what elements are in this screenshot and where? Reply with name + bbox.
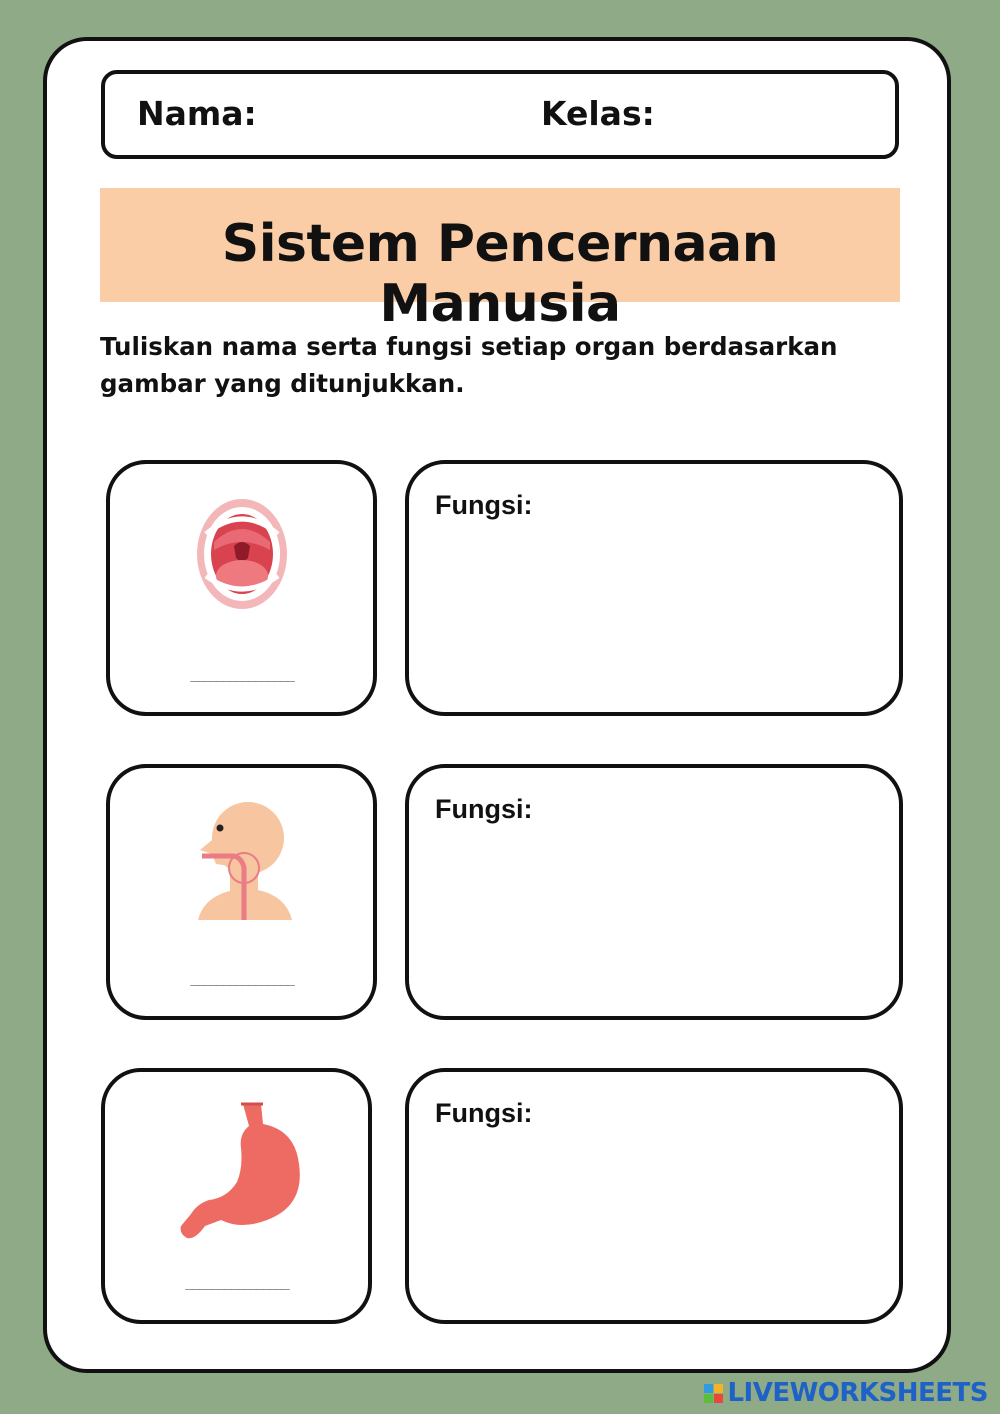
organ-image-box-3 <box>101 1068 372 1324</box>
answer-blank[interactable]: ________________ <box>185 1274 288 1290</box>
instruction-text: Tuliskan nama serta fungsi setiap organ berdasarkan gambar yang ditunjukkan. <box>100 332 838 398</box>
name-label: Nama: <box>137 94 257 133</box>
function-box-3[interactable] <box>405 1068 903 1324</box>
student-info-box <box>101 70 899 159</box>
organ-image-box-1 <box>106 460 377 716</box>
mouth-icon <box>194 494 290 610</box>
liveworksheets-logo-icon <box>704 1384 723 1403</box>
answer-blank[interactable]: ________________ <box>190 666 293 682</box>
function-box-2[interactable] <box>405 764 903 1020</box>
brand-name: LIVEWORKSHEETS <box>727 1378 988 1408</box>
organ-image-box-2 <box>106 764 377 1020</box>
page-title: Sistem Pencernaan Manusia <box>221 214 779 334</box>
function-label: Fungsi: <box>435 1098 533 1128</box>
class-label: Kelas: <box>541 94 655 133</box>
esophagus-icon <box>194 798 294 920</box>
stomach-icon <box>177 1102 303 1244</box>
answer-blank[interactable]: ________________ <box>190 970 293 986</box>
function-label: Fungsi: <box>435 490 533 520</box>
title-banner <box>100 188 900 334</box>
function-label: Fungsi: <box>435 794 533 824</box>
function-box-1[interactable] <box>405 460 903 716</box>
liveworksheets-brand <box>704 1378 988 1408</box>
